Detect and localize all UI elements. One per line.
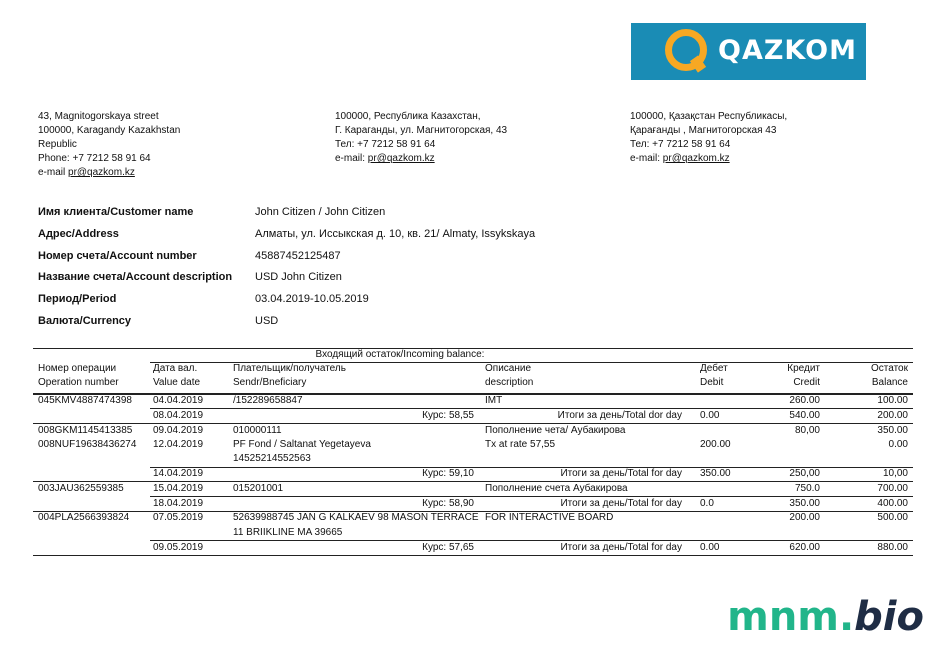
column-header: Operation number: [38, 377, 119, 388]
debit-cell: 350.00: [700, 468, 731, 479]
email-line: [335, 152, 507, 166]
info-label: Номер счета/Account number: [38, 249, 197, 262]
debit-cell: 0.0: [700, 497, 714, 509]
qazkom-logo: [631, 23, 866, 80]
info-value: USD John Citizen: [255, 271, 342, 284]
column-header: Дата вал.: [153, 363, 198, 374]
date-cell: 08.04.2019: [153, 409, 204, 421]
op-cell: 004PLA2566393824: [38, 512, 130, 524]
column-header: Balance: [871, 377, 908, 388]
balance-cell: 400.00: [877, 497, 908, 509]
info-value: 45887452125487: [255, 249, 341, 262]
desc-cell: Tx at rate 57,55: [485, 438, 556, 450]
column-header: Дебет: [700, 363, 728, 374]
desc-cell: FOR INTERACTIVE BOARD: [485, 512, 614, 524]
credit-cell: 250,00: [789, 468, 820, 479]
date-cell: 07.05.2019: [153, 512, 204, 524]
debit-cell: 0.00: [700, 541, 720, 553]
payer-cell: /152289658847: [233, 395, 303, 406]
column-header: Описание: [485, 363, 532, 374]
address-line: Тел: +7 7212 58 91 64: [335, 139, 436, 150]
credit-cell: 350.00: [789, 497, 820, 509]
total-label: Итоги за день/Total for day: [560, 497, 682, 509]
column-header: Value date: [153, 377, 201, 388]
address-line: 43, Magnitogorskaya street: [38, 111, 159, 122]
email-line: [38, 166, 180, 180]
address-line: Phone: +7 7212 58 91 64: [38, 153, 151, 164]
info-label: Период/Period: [38, 293, 117, 306]
watermark: [727, 594, 924, 640]
balance-cell: 500.00: [877, 512, 908, 524]
column-header: Номер операции: [38, 363, 117, 374]
address-line: Қарағанды , Магнитогорская 43: [630, 125, 777, 136]
op-cell: 008GKM1145413385: [38, 424, 133, 436]
total-label: Итоги за день/Total for day: [560, 541, 682, 553]
address-line: 100000, Қазақстан Республикасы,: [630, 111, 788, 122]
exchange-rate: Курс: 57,65: [422, 541, 474, 553]
balance-cell: 100.00: [877, 395, 908, 406]
op-cell: 008NUF19638436274: [38, 438, 137, 450]
date-cell: 04.04.2019: [153, 395, 204, 406]
credit-cell: 540.00: [789, 409, 820, 421]
info-label: Адрес/Address: [38, 227, 119, 240]
column-header: Debit: [700, 377, 724, 388]
address-line: Г. Караганды, ул. Магнитогорская, 43: [335, 125, 508, 136]
email-label: e-mail:: [630, 153, 663, 164]
payer-cell: 015201001: [233, 482, 284, 494]
exchange-rate: Курс: 58,55: [422, 409, 474, 421]
column-header: Остаток: [871, 363, 908, 374]
watermark-part2: bio: [854, 594, 924, 640]
email-link[interactable]: pr@qazkom.kz: [662, 153, 730, 164]
watermark-part1: mnm.: [727, 594, 855, 640]
info-label: Название счета/Account description: [38, 271, 233, 284]
info-label: Имя клиента/Customer name: [38, 206, 194, 218]
date-cell: 09.04.2019: [153, 424, 204, 436]
email-link[interactable]: pr@qazkom.kz: [68, 167, 135, 178]
balance-cell: 0.00: [888, 438, 908, 450]
info-label: Валюта/Currency: [38, 315, 132, 327]
column-header: description: [485, 377, 534, 388]
date-cell: 14.04.2019: [153, 468, 204, 479]
exchange-rate: Курс: 59,10: [422, 468, 474, 479]
balance-cell: 350.00: [877, 424, 908, 436]
incoming-balance-label: Входящий остаток/Incoming balance:: [315, 349, 485, 360]
desc-cell: IMT: [485, 395, 503, 406]
address-block: [38, 110, 180, 180]
column-header: Credit: [793, 377, 820, 388]
credit-cell: 620.00: [789, 541, 820, 553]
address-line: 100000, Республика Казахстан,: [335, 111, 481, 122]
address-line: Republic: [38, 139, 77, 150]
email-label: e-mail: [38, 167, 69, 178]
info-value: John Citizen / John Citizen: [255, 206, 386, 218]
date-cell: 12.04.2019: [153, 438, 204, 450]
table-divider: [33, 555, 913, 556]
payer-cell: 010000111: [233, 424, 282, 436]
desc-cell: Пополнение счета Аубакирова: [485, 482, 628, 494]
date-cell: 09.05.2019: [153, 541, 204, 553]
info-value: Алматы, ул. Иссыкская д. 10, кв. 21/ Almaty, Issykskaya: [255, 227, 536, 240]
payer-cell: 11 BRIIKLINE MA 39665: [233, 526, 343, 538]
credit-cell: 260.00: [789, 395, 820, 406]
exchange-rate: Курс: 58,90: [422, 497, 474, 509]
debit-cell: 0.00: [700, 409, 720, 421]
column-header: Плательщик/получатель: [233, 363, 346, 374]
balance-cell: 700.00: [877, 482, 908, 494]
address-block: [335, 110, 507, 166]
info-value: USD: [255, 315, 279, 327]
column-header: Кредит: [787, 363, 820, 374]
op-cell: 003JAU362559385: [38, 482, 124, 494]
credit-cell: 200.00: [789, 512, 820, 524]
column-header: Sendr/Bneficiary: [233, 377, 307, 388]
address-block: [630, 110, 787, 166]
email-label: e-mail:: [335, 153, 368, 164]
address-line: 100000, Karagandy Kazakhstan: [38, 125, 181, 136]
desc-cell: Пополнение чета/ Аубакирова: [485, 424, 626, 436]
balance-cell: 200.00: [877, 409, 908, 421]
logo-text: QAZKOM: [718, 35, 857, 66]
payer-cell: 14525214552563: [233, 453, 311, 465]
payer-cell: 52639988745 JAN G KALKAEV 98 MASON TERRACE: [233, 512, 479, 524]
payer-cell: PF Fond / Saltanat Yegetayeva: [233, 438, 371, 450]
total-label: Итоги за день/Total for day: [560, 468, 682, 479]
balance-cell: 880.00: [877, 541, 908, 553]
address-line: Тел: +7 7212 58 91 64: [630, 139, 731, 150]
date-cell: 18.04.2019: [153, 497, 204, 509]
info-value: 03.04.2019-10.05.2019: [255, 293, 369, 306]
email-link[interactable]: pr@qazkom.kz: [367, 153, 435, 164]
debit-cell: 200.00: [700, 438, 731, 450]
balance-cell: 10,00: [882, 468, 908, 479]
credit-cell: 80,00: [794, 424, 820, 436]
email-line: [630, 152, 787, 166]
date-cell: 15.04.2019: [153, 482, 204, 494]
op-cell: 045KMV4887474398: [38, 395, 132, 406]
credit-cell: 750.0: [794, 482, 820, 494]
total-label: Итоги за день/Total dor day: [557, 409, 682, 421]
